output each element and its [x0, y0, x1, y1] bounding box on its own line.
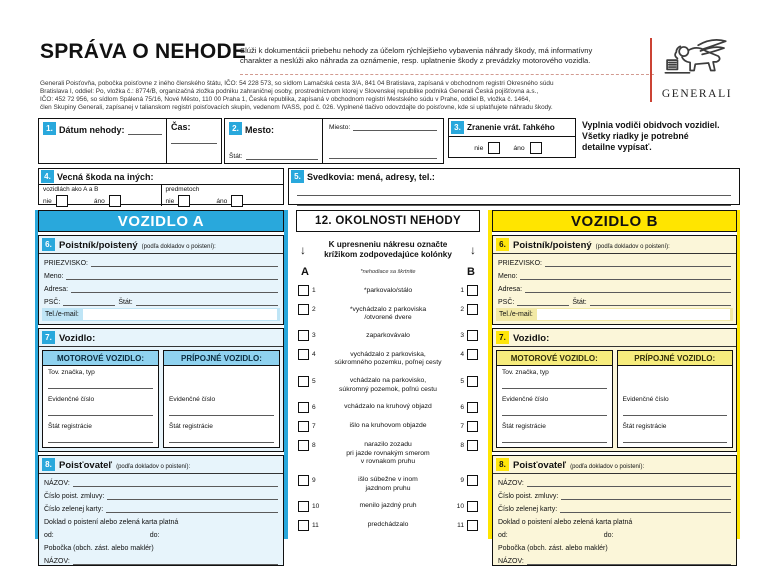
insurer-title: Poisťovateľ	[59, 460, 113, 471]
circumstance-row	[298, 330, 478, 341]
plate-input-line[interactable]	[48, 415, 153, 416]
field-witnesses	[288, 168, 740, 205]
circumstance-number: 1	[460, 287, 464, 294]
name-input-line[interactable]	[66, 272, 278, 280]
place-input-line[interactable]	[353, 123, 437, 131]
stat-label: Štát:	[572, 299, 587, 306]
note-line1: Vyplnia vodiči obidvoch vozidiel.	[582, 120, 720, 130]
instruction-line2: krížikom zodpovedajúce kolónky	[324, 250, 452, 259]
circumstance-number: 11	[457, 521, 464, 529]
motor-vehicle-box	[42, 350, 159, 448]
stat-input-line[interactable]	[136, 298, 278, 306]
circumstance-number: 8	[312, 441, 316, 449]
circumstance-2-checkbox-a[interactable]	[298, 304, 309, 315]
state-input-line[interactable]	[246, 152, 318, 160]
validity-label: Doklad o poistení alebo zelená karta platná	[44, 519, 179, 526]
circumstance-number: 9	[312, 476, 316, 484]
circumstance-6-checkbox-b[interactable]	[467, 402, 478, 413]
vehicle-title: Vozidlo:	[59, 333, 96, 344]
make-type-label: Tov. značka, typ	[502, 369, 549, 376]
circumstance-number: 9	[460, 476, 464, 484]
make-type-input-line[interactable]	[48, 388, 153, 389]
trailer-box	[163, 350, 280, 448]
circumstance-label: vchádzalo na parkovisko, súkromný pozemok, poľnú cestu	[339, 377, 437, 393]
registration-state-input-line[interactable]	[502, 442, 607, 443]
circumstance-label: narazilo zozadu pri jazde rovnakým smerom v rovnakom pruhu	[346, 441, 430, 466]
circumstance-8-checkbox-a[interactable]	[298, 440, 309, 451]
circumstance-11-checkbox-a[interactable]	[298, 520, 309, 531]
circumstance-row	[298, 520, 478, 531]
address-input-line[interactable]	[525, 285, 731, 293]
section7-number-badge: 7.	[496, 331, 509, 344]
valid-from-label: od:	[44, 532, 54, 539]
insurer-name-label: NÁZOV:	[44, 480, 70, 487]
circumstance-row	[298, 475, 478, 493]
witnesses-label: Svedkovia: mená, adresy, tel.:	[307, 171, 435, 182]
circumstance-number: 6	[460, 403, 464, 411]
circumstance-row	[298, 440, 478, 467]
vehicle-title: Vozidlo:	[513, 333, 550, 344]
circumstance-11-checkbox-b[interactable]	[467, 520, 478, 531]
trailer-state-label: Štát registrácie	[622, 423, 667, 430]
green-card-input-line[interactable]	[560, 505, 731, 513]
circumstance-4-checkbox-b[interactable]	[467, 349, 478, 360]
address-input-line[interactable]	[71, 285, 278, 293]
valid-to-label: do:	[603, 532, 614, 539]
generali-winged-lion-icon	[662, 36, 732, 82]
circumstance-number: 7	[460, 422, 464, 430]
note-line3: detailne vypísať.	[582, 142, 652, 152]
trailer-state-input-line[interactable]	[169, 442, 274, 443]
circumstance-label: menilo jazdný pruh	[359, 502, 417, 510]
circumstance-row	[298, 349, 478, 367]
motor-vehicle-box	[496, 350, 613, 448]
plate-input-line[interactable]	[502, 415, 607, 416]
city-label: Mesto:	[245, 125, 274, 135]
insurer-name-input-line[interactable]	[527, 479, 731, 487]
policyholder-subtitle: (podľa dokladov o poistení):	[595, 244, 670, 250]
witnesses-input-line2[interactable]	[297, 196, 731, 206]
make-type-label: Tov. značka, typ	[48, 369, 95, 376]
circumstance-number: 10	[456, 502, 464, 510]
circumstance-3-checkbox-a[interactable]	[298, 330, 309, 341]
make-type-input-line[interactable]	[502, 388, 607, 389]
circumstance-3-checkbox-b[interactable]	[467, 330, 478, 341]
circumstance-9-checkbox-b[interactable]	[467, 475, 478, 486]
page-title: SPRÁVA O NEHODE	[40, 40, 247, 63]
field4-number-badge: 4.	[41, 170, 54, 183]
address-label: Adresa:	[44, 286, 69, 293]
vehicle-b-insurer-section	[492, 455, 737, 566]
circumstance-6-checkbox-a[interactable]	[298, 402, 309, 413]
circumstance-number: 3	[460, 332, 464, 340]
section8-number-badge: 8.	[496, 458, 509, 471]
trailer-state-label: Štát registrácie	[169, 423, 213, 430]
damage-objects-label: predmetoch	[165, 186, 200, 193]
psc-label: PSČ:	[498, 299, 515, 306]
no-label: nie	[165, 197, 175, 205]
motor-vehicle-title: MOTOROVÉ VOZIDLO:	[497, 351, 612, 366]
psc-input-line[interactable]	[517, 298, 569, 306]
circumstance-4-checkbox-a[interactable]	[298, 349, 309, 360]
policyholder-subtitle: (podľa dokladov o poistení):	[141, 244, 216, 250]
field3-number-badge: 3.	[451, 121, 464, 134]
circumstance-label: išlo súbežne v inom jazdnom pruhu	[358, 476, 418, 492]
place-input-line2[interactable]	[329, 151, 437, 159]
stat-input-line[interactable]	[590, 298, 731, 306]
time-label: Čas:	[171, 122, 191, 132]
branch-label: Pobočka (obch. zást. alebo maklér)	[44, 545, 154, 552]
legal-line1: Generali Poisťovňa, pobočka poisťovne z iného členského štátu, IČO: 54 228 573, so sídlom Lamačská cesta 3/A, 841 04 Bratislava, zapísaná v obchodnom registri Okresného súdu	[40, 80, 554, 87]
yes-label: áno	[513, 144, 525, 152]
circumstance-row	[298, 304, 478, 322]
damage-vehicles-no-checkbox[interactable]	[56, 195, 68, 207]
validity-label: Doklad o poistení alebo zelená karta platná	[498, 519, 633, 526]
form-purpose-text	[240, 46, 654, 65]
legal-line2: Bratislava I, oddiel: Po, vložka č.: 8774/B, organizačná zložka podniku zahraničnej osoby, prostredníctvom ktorej v Slovenskej republike podniká Generali Česká pojišťovna a.s.,	[40, 88, 539, 96]
motor-vehicle-title: MOTOROVÉ VOZIDLO:	[43, 351, 158, 366]
circumstance-number: 6	[312, 403, 316, 411]
logo-wordmark: GENERALI	[661, 88, 733, 100]
field-city	[224, 118, 444, 164]
branch-name-input-line[interactable]	[527, 557, 731, 565]
injuries-no-checkbox[interactable]	[488, 142, 500, 154]
green-card-input-line[interactable]	[106, 505, 278, 513]
circumstance-number: 11	[312, 521, 319, 529]
circumstance-5-checkbox-b[interactable]	[467, 376, 478, 387]
vehicle-a-insurer-section	[38, 455, 284, 566]
date-input-line[interactable]	[128, 127, 162, 135]
circumstance-7-checkbox-a[interactable]	[298, 421, 309, 432]
insurer-subtitle: (podľa dokladov o poistení):	[116, 464, 191, 470]
plate-label: Evidenčné číslo	[48, 396, 95, 403]
trailer-plate-label: Evidenčné číslo	[622, 396, 669, 403]
circumstance-row	[298, 376, 478, 394]
time-input-line[interactable]	[171, 136, 217, 144]
no-label: nie	[43, 197, 52, 205]
fill-instruction-note	[582, 120, 742, 153]
form-purpose-line2: charakter a neslúži ako náhrada za oznámenie, resp. uplatnenie škody z prevádzky motorového vozidla.	[240, 55, 591, 65]
green-card-label: Číslo zelenej karty:	[44, 506, 104, 513]
section6-number-badge: 6.	[496, 238, 509, 251]
registration-state-input-line[interactable]	[48, 442, 153, 443]
yes-label: áno	[93, 197, 105, 205]
circumstance-9-checkbox-a[interactable]	[298, 475, 309, 486]
circumstances-title: 12. OKOLNOSTI NEHODY	[296, 210, 480, 232]
trailer-plate-input-line[interactable]	[169, 415, 274, 416]
damage-objects-yes-checkbox[interactable]	[231, 195, 243, 207]
field-injuries	[448, 118, 576, 158]
vehicle-a-column	[35, 210, 284, 565]
circumstance-row	[298, 402, 478, 413]
damage-objects-no-checkbox[interactable]	[178, 195, 190, 207]
surname-label: PRIEZVISKO:	[44, 260, 88, 267]
note-line2: Všetky riadky je potrebné	[582, 131, 689, 141]
circumstance-number: 1	[312, 287, 316, 294]
circumstance-1-checkbox-a[interactable]	[298, 285, 309, 296]
circumstances-list	[288, 285, 488, 531]
policy-number-label: Číslo poist. zmluvy:	[498, 493, 559, 500]
legal-text	[40, 80, 652, 112]
vehicle-a-policyholder-section	[38, 235, 284, 325]
field2-number-badge: 2.	[229, 122, 242, 135]
vehicle-b-column	[492, 210, 740, 565]
circumstance-row	[298, 421, 478, 432]
circumstance-label: *parkovalo/stálo	[363, 286, 413, 294]
generali-logo	[655, 36, 739, 100]
policy-number-label: Číslo poist. zmluvy:	[44, 493, 105, 500]
material-damage-label: Vecná škoda na iných:	[57, 171, 154, 182]
injuries-label: Zranenie vrát. ľahkého	[467, 123, 555, 132]
circumstances-column	[284, 210, 492, 539]
insurer-name-input-line[interactable]	[73, 479, 278, 487]
branch-name-input-line[interactable]	[73, 557, 278, 565]
red-registration-mark	[650, 38, 652, 102]
registration-state-label: Štát registrácie	[48, 423, 92, 430]
legal-line3: IČO: 452 72 956, so sídlom Spálená 75/16, Nové Město, 110 00 Praha 1, Česká republika, zapísaná v obchodnom registri Mestského súdu v Prahe, oddiel B, vložka č. 1464,	[40, 96, 531, 104]
form-purpose-line1: Slúži k dokumentácii priebehu nehody za účelom rýchlejšieho vybavenia náhrady škody, má informatívny	[240, 46, 593, 55]
address-label: Adresa:	[498, 286, 523, 293]
tel-label: Tel./e-mail:	[499, 311, 533, 318]
field-material-damage	[38, 168, 284, 205]
name-label: Meno:	[498, 273, 518, 280]
green-card-label: Číslo zelenej karty:	[498, 506, 558, 513]
damage-vehicles-yes-checkbox[interactable]	[109, 195, 121, 207]
circumstance-label: išlo na kruhovom objazde	[349, 422, 427, 430]
circumstance-10-checkbox-b[interactable]	[467, 501, 478, 512]
field1-number-badge: 1.	[43, 122, 56, 135]
valid-from-label: od:	[498, 532, 508, 539]
circumstance-1-checkbox-b[interactable]	[467, 285, 478, 296]
circumstance-label: *vychádzalo z parkoviska /otvorené dvere	[349, 305, 427, 321]
circumstance-number: 7	[312, 422, 316, 430]
vehicle-b-header: VOZIDLO B	[492, 210, 737, 232]
tel-input-box[interactable]	[83, 309, 277, 320]
circumstance-row	[298, 285, 478, 296]
insurer-title: Poisťovateľ	[513, 460, 567, 471]
circumstance-row	[298, 501, 478, 512]
witnesses-input-line1[interactable]	[297, 186, 731, 196]
stat-label: Štát:	[118, 299, 133, 306]
insurer-name-label: NÁZOV:	[498, 480, 524, 487]
policy-number-input-line[interactable]	[107, 492, 278, 500]
field5-number-badge: 5.	[291, 170, 304, 183]
state-label: Štát:	[229, 153, 243, 160]
column-b-label: B	[467, 266, 475, 278]
circumstance-label: predchádzalo	[367, 521, 409, 529]
place-label: Miesto:	[329, 124, 351, 131]
name-input-line[interactable]	[520, 272, 731, 280]
policyholder-title: Poistník/poistený	[59, 240, 138, 251]
valid-to-label: do:	[149, 532, 160, 539]
legal-line4: člen Skupiny Generali, zapísanej v talianskom registri poisťovacích skupín, vedenom IVASS, pod č. 026. Vyplnené tlačivo odovzdajte do poisťovne, kde si uplatňujete náhradu škody.	[40, 104, 553, 112]
surname-input-line[interactable]	[545, 259, 731, 267]
branch-name-label: NÁZOV:	[498, 558, 524, 565]
circumstance-10-checkbox-a[interactable]	[298, 501, 309, 512]
section6-number-badge: 6.	[42, 238, 55, 251]
no-label: nie	[474, 144, 484, 152]
tel-label: Tel./e-mail:	[45, 311, 79, 318]
psc-input-line[interactable]	[63, 298, 115, 306]
section8-number-badge: 8.	[42, 458, 55, 471]
vehicle-a-header: VOZIDLO A	[38, 210, 284, 232]
vehicle-b-policyholder-section	[492, 235, 737, 325]
circumstance-number: 8	[460, 441, 464, 449]
yes-label: áno	[216, 197, 228, 205]
trailer-box	[617, 350, 734, 448]
name-label: Meno:	[44, 273, 64, 280]
plate-label: Evidenčné číslo	[502, 396, 549, 403]
dashed-separator	[240, 74, 654, 75]
circumstance-label: zaparkovávalo	[366, 331, 410, 339]
surname-label: PRIEZVISKO:	[498, 260, 542, 267]
trailer-title: PRÍPOJNÉ VOZIDLO:	[164, 351, 279, 366]
trailer-plate-label: Evidenčné číslo	[169, 396, 216, 403]
circumstance-number: 3	[312, 332, 316, 340]
strike-note: *nehodiace sa škrtnite	[360, 269, 416, 275]
vehicle-a-vehicle-section	[38, 328, 284, 452]
circumstance-number: 2	[312, 306, 316, 313]
circumstance-5-checkbox-a[interactable]	[298, 376, 309, 387]
policyholder-title: Poistník/poistený	[513, 240, 592, 251]
circumstance-7-checkbox-b[interactable]	[467, 421, 478, 432]
trailer-plate-input-line[interactable]	[623, 415, 728, 416]
circumstance-8-checkbox-b[interactable]	[467, 440, 478, 451]
circumstance-label: vychádzalo z parkoviska, súkromného pozemku, poľnej cesty	[334, 350, 442, 367]
column-a-label: A	[301, 266, 309, 278]
circumstance-number: 5	[460, 377, 464, 385]
circumstance-number: 4	[312, 351, 316, 359]
circumstance-number: 10	[312, 502, 320, 510]
circumstance-2-checkbox-b[interactable]	[467, 304, 478, 315]
circumstance-number: 2	[460, 306, 464, 313]
down-arrow-icon: ↓	[469, 243, 476, 257]
section7-number-badge: 7.	[42, 331, 55, 344]
trailer-title: PRÍPOJNÉ VOZIDLO:	[618, 351, 733, 366]
injuries-yes-checkbox[interactable]	[530, 142, 542, 154]
down-arrow-icon: ↓	[300, 243, 306, 257]
circumstance-number: 5	[312, 377, 316, 385]
tel-input-box[interactable]	[537, 309, 730, 320]
insurer-subtitle: (podľa dokladov o poistení):	[570, 464, 645, 470]
policy-number-input-line[interactable]	[561, 492, 731, 500]
circumstance-label: vchádzalo na kruhový objazd	[344, 403, 432, 411]
registration-state-label: Štát registrácie	[502, 423, 546, 430]
trailer-state-input-line[interactable]	[623, 442, 728, 443]
psc-label: PSČ:	[44, 299, 61, 306]
circumstance-number: 4	[460, 351, 464, 359]
surname-input-line[interactable]	[91, 259, 278, 267]
instruction-line1: K upresneniu nákresu označte	[328, 240, 448, 249]
vehicle-b-vehicle-section	[492, 328, 737, 452]
branch-label: Pobočka (obch. zást. alebo maklér)	[498, 545, 608, 552]
damage-vehicles-label: vozidlách ako A a B	[43, 186, 99, 193]
branch-name-label: NÁZOV:	[44, 558, 70, 565]
field-date-of-accident	[38, 118, 222, 164]
date-label: Dátum nehody:	[59, 125, 125, 135]
